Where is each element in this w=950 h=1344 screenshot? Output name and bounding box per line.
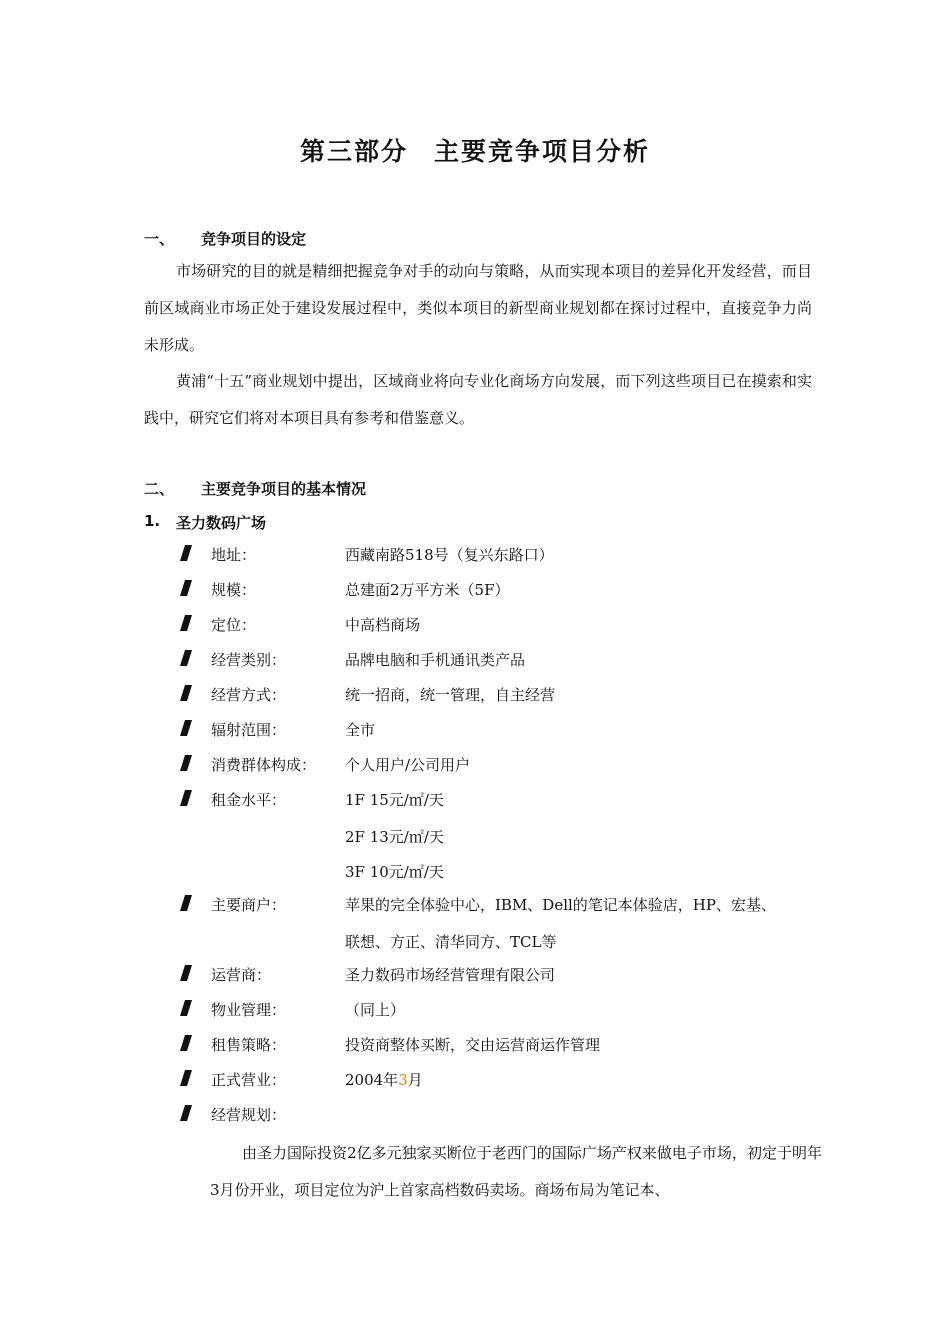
bullet-icon (180, 1000, 192, 1016)
tenants-continued: 联想、方正、清华同方、TCL等 (345, 933, 557, 951)
info-value (345, 754, 470, 775)
info-label: 运营商： (211, 966, 272, 984)
bullet-icon (180, 580, 192, 596)
open-month-unit: 月 (407, 1071, 423, 1089)
info-value-text: 品牌电脑和手机通讯类产品 (345, 651, 526, 669)
info-label: 租金水平： (211, 791, 287, 809)
info-value-text: 西藏南路518号（复兴东路口） (345, 546, 554, 564)
info-label: 规模： (211, 581, 257, 599)
bullet-icon (180, 1070, 192, 1086)
info-value (345, 579, 510, 600)
open-month-number: 3 (398, 1071, 408, 1089)
paragraph: 市场研究的目的就是精细把握竞争对手的动向与策略，从而实现本项目的差异化开发经营，而目前区域商业市场正处于建设发展过程中，类似本项目的新型商业规划都在探讨过程中，直接竞争力尚未形成。 (144, 262, 812, 354)
info-value-text: 总建面2万平方米（5F） (345, 581, 510, 599)
bullet-icon (180, 720, 192, 736)
info-value-text: 1F 15元/㎡/天 (345, 791, 444, 809)
info-label: 辐射范围： (211, 721, 287, 739)
bullet-icon (180, 790, 192, 806)
bullet-icon (180, 1035, 192, 1051)
project-number: 1. (144, 512, 161, 530)
info-value (345, 1069, 423, 1090)
paragraph: 黄浦“十五”商业规划中提出，区域商业将向专业化商场方向发展，而下列这些项目已在摸索和实践中，研究它们将对本项目具有参考和借鉴意义。 (144, 372, 812, 427)
info-value (345, 964, 555, 985)
info-value (345, 544, 554, 565)
info-value (345, 789, 444, 810)
info-label: 物业管理： (211, 1001, 287, 1019)
title-part: 第三部分 (299, 137, 408, 166)
bullet-icon (180, 1105, 192, 1121)
info-value-text: 个人用户/公司用户 (345, 756, 471, 774)
section-number: 二、 (144, 480, 175, 498)
info-label: 消费群体构成： (211, 756, 317, 774)
bullet-icon (180, 755, 192, 771)
info-label: 经营方式： (211, 686, 287, 704)
section-title: 主要竞争项目的基本情况 (201, 480, 367, 498)
rent-2f: 2F 13元/㎡/天 (345, 828, 444, 846)
bullet-icon (180, 650, 192, 666)
rent-3f: 3F 10元/㎡/天 (345, 863, 444, 881)
info-value (345, 719, 375, 740)
info-value-text: 2004年 (345, 1071, 399, 1089)
info-value (345, 614, 420, 635)
page-title (0, 132, 950, 168)
bullet-icon (180, 965, 192, 981)
info-value-text: （同上） (345, 1001, 406, 1019)
info-value-text: 中高档商场 (345, 616, 421, 634)
info-value-text: 统一招商，统一管理，自主经营 (345, 686, 556, 704)
bullet-icon (180, 895, 192, 911)
info-value (345, 684, 555, 705)
info-label: 正式营业： (211, 1071, 287, 1089)
info-label: 经营规划： (211, 1106, 287, 1124)
info-value (345, 999, 405, 1020)
plan-paragraph: 由圣力国际投资2亿多元独家买断位于老西门的国际广场产权来做电子市场，初定于明年3月份开业，项目定位为沪上首家高档数码卖场。商场布局为笔记本、 (210, 1144, 822, 1199)
bullet-icon (180, 615, 192, 631)
info-value (345, 649, 525, 670)
info-label: 地址： (211, 546, 257, 564)
title-main: 主要竞争项目分析 (434, 137, 651, 166)
project-title: 圣力数码广场 (176, 514, 267, 532)
info-value-text: 苹果的完全体验中心，IBM、Dell的笔记本体验店，HP、宏基、 (345, 896, 776, 914)
info-label: 定位： (211, 616, 257, 634)
info-value-text: 投资商整体买断，交由运营商运作管理 (345, 1036, 601, 1054)
info-value-text: 全市 (345, 721, 376, 739)
info-label: 主要商户： (211, 896, 287, 914)
section-number: 一、 (144, 230, 175, 248)
info-value-text: 圣力数码市场经营管理有限公司 (345, 966, 556, 984)
info-value (345, 1034, 600, 1055)
bullet-icon (180, 685, 192, 701)
info-value (345, 894, 776, 915)
info-label: 经营类别： (211, 651, 287, 669)
info-label: 租售策略： (211, 1036, 287, 1054)
bullet-icon (180, 545, 192, 561)
section-title: 竞争项目的设定 (201, 230, 307, 248)
